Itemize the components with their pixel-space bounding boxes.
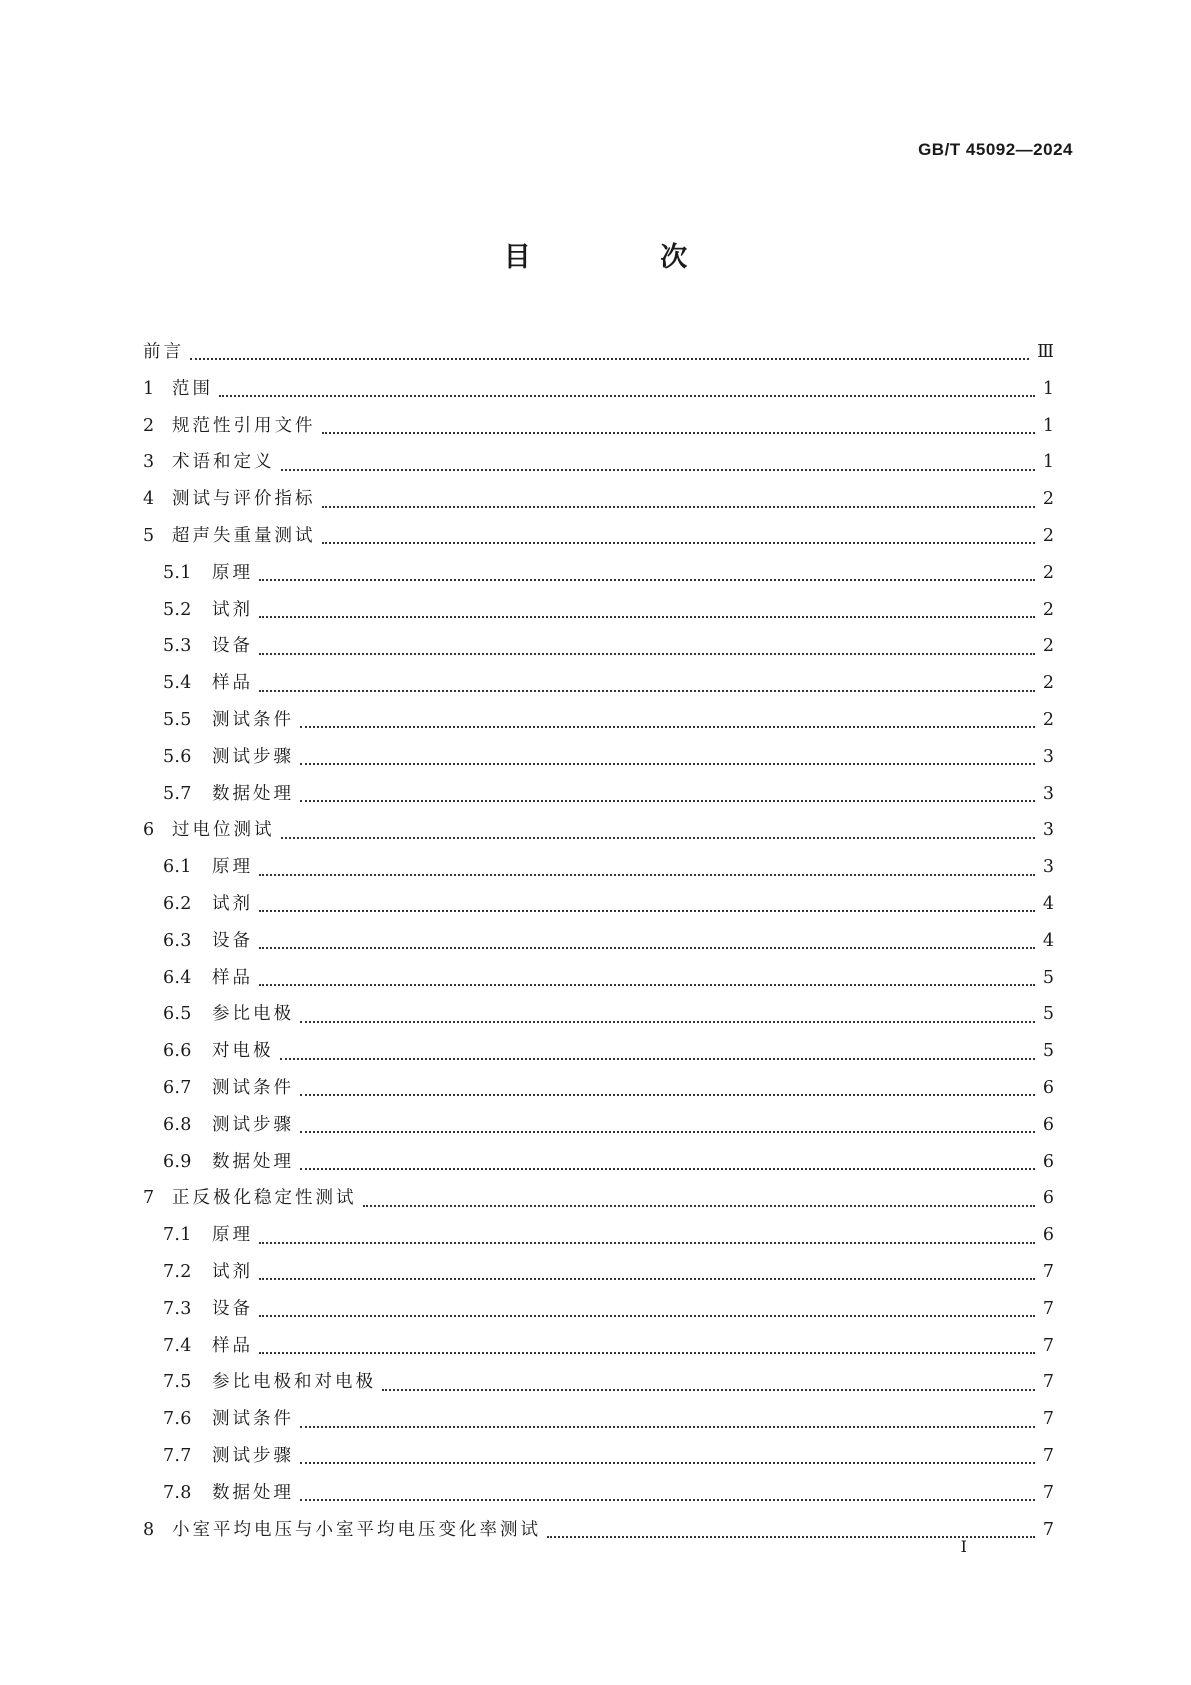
- toc-entry[interactable]: [143, 927, 1054, 964]
- toc-entry[interactable]: [143, 1479, 1054, 1516]
- dot-leader: [259, 1278, 1035, 1280]
- dot-leader: [259, 1242, 1035, 1244]
- dot-leader: [300, 1499, 1035, 1501]
- toc-entry-label: 设备: [212, 636, 253, 657]
- toc-entry-page: 3: [1042, 746, 1054, 767]
- toc-entry-number: 5: [143, 525, 155, 546]
- dot-leader: [259, 653, 1035, 655]
- toc-entry-label: 样品: [212, 967, 253, 988]
- toc-entry-label: 试剂: [212, 599, 253, 620]
- toc-entry-number: 6.8: [163, 1114, 192, 1135]
- toc-entry-page: 5: [1042, 1004, 1054, 1025]
- toc-entry-label: 测试条件: [212, 709, 294, 730]
- toc-entry-number: 7.2: [163, 1261, 192, 1282]
- toc-entry-label: 数据处理: [212, 1482, 294, 1503]
- toc-entry[interactable]: [143, 1000, 1054, 1037]
- dot-leader: [280, 1058, 1035, 1060]
- toc-entry-number: 5.3: [163, 636, 192, 657]
- toc-entry-label: 测试步骤: [212, 1114, 294, 1135]
- toc-entry-label: 范围: [172, 378, 213, 399]
- toc-entry-number: 5.1: [163, 562, 192, 583]
- toc-entry-page: 2: [1042, 709, 1054, 730]
- toc-entry-page: 4: [1042, 893, 1054, 914]
- toc-entry-label: 正反极化稳定性测试: [172, 1188, 357, 1209]
- toc-entry-page: 1: [1042, 452, 1054, 473]
- dot-leader: [259, 910, 1035, 912]
- dot-leader: [322, 542, 1035, 544]
- table-of-contents: [143, 338, 1054, 1552]
- toc-entry-number: 7.6: [163, 1409, 192, 1430]
- dot-leader: [300, 1462, 1035, 1464]
- dot-leader: [300, 1426, 1035, 1428]
- toc-entry[interactable]: [143, 1148, 1054, 1185]
- toc-entry-page: 7: [1042, 1519, 1054, 1540]
- toc-entry-label: 样品: [212, 1335, 253, 1356]
- toc-entry[interactable]: [143, 1368, 1054, 1405]
- dot-leader: [300, 1168, 1035, 1170]
- toc-entry[interactable]: [143, 890, 1054, 927]
- dot-leader: [382, 1389, 1035, 1391]
- toc-entry[interactable]: [143, 338, 1054, 375]
- toc-entry[interactable]: [143, 596, 1054, 633]
- dot-leader: [259, 579, 1035, 581]
- page-title: 目 次: [503, 242, 748, 273]
- toc-entry-page: 6: [1042, 1151, 1054, 1172]
- toc-entry-page: 6: [1042, 1077, 1054, 1098]
- toc-entry-label: 超声失重量测试: [172, 525, 316, 546]
- toc-entry-page: 2: [1042, 525, 1054, 546]
- toc-entry[interactable]: [143, 412, 1054, 449]
- toc-entry[interactable]: [143, 816, 1054, 853]
- toc-entry-label: 规范性引用文件: [172, 415, 316, 436]
- toc-entry[interactable]: [143, 375, 1054, 412]
- dot-leader: [259, 1352, 1035, 1354]
- dot-leader: [259, 984, 1035, 986]
- toc-entry-page: 6: [1042, 1225, 1054, 1246]
- toc-entry[interactable]: [143, 964, 1054, 1001]
- toc-entry-page: 3: [1042, 857, 1054, 878]
- dot-leader: [300, 1131, 1035, 1133]
- toc-entry-number: 6: [143, 820, 155, 841]
- toc-entry-number: 4: [143, 489, 155, 510]
- toc-entry[interactable]: [143, 1442, 1054, 1479]
- toc-entry-page: 7: [1042, 1372, 1054, 1393]
- toc-entry-number: 8: [143, 1519, 155, 1540]
- standard-code: GB/T 45092—2024: [918, 140, 1073, 159]
- toc-entry-page: 7: [1042, 1482, 1054, 1503]
- toc-entry-label: 测试与评价指标: [172, 489, 316, 510]
- toc-entry-label: 测试步骤: [212, 1445, 294, 1466]
- toc-entry-label: 原理: [212, 857, 253, 878]
- dot-leader: [259, 1315, 1035, 1317]
- toc-entry-page: 2: [1042, 562, 1054, 583]
- toc-entry-number: 2: [143, 415, 155, 436]
- toc-entry-label: 测试条件: [212, 1409, 294, 1430]
- toc-entry-label: 小室平均电压与小室平均电压变化率测试: [172, 1519, 541, 1540]
- toc-entry-number: 7.8: [163, 1482, 192, 1503]
- toc-entry-number: 7.1: [163, 1225, 192, 1246]
- toc-entry-number: 7.4: [163, 1335, 192, 1356]
- toc-entry-label: 试剂: [212, 1261, 253, 1282]
- toc-entry-label: 设备: [212, 930, 253, 951]
- toc-entry[interactable]: [143, 1258, 1054, 1295]
- dot-leader: [219, 395, 1035, 397]
- toc-entry[interactable]: [143, 485, 1054, 522]
- dot-leader: [190, 358, 1029, 360]
- toc-entry-page: 3: [1042, 820, 1054, 841]
- toc-entry-label: 原理: [212, 562, 253, 583]
- toc-entry-label: 参比电极: [212, 1004, 294, 1025]
- toc-entry-page: 2: [1042, 673, 1054, 694]
- toc-entry-label: 前言: [143, 342, 184, 362]
- toc-entry[interactable]: [143, 1405, 1054, 1442]
- toc-entry-label: 原理: [212, 1225, 253, 1246]
- toc-entry-label: 对电极: [212, 1041, 274, 1062]
- toc-entry[interactable]: [143, 1332, 1054, 1369]
- toc-entry-page: 1: [1042, 378, 1054, 399]
- toc-entry-label: 参比电极和对电极: [212, 1372, 376, 1393]
- dot-leader: [259, 874, 1035, 876]
- toc-entry-label: 过电位测试: [172, 820, 275, 841]
- toc-entry-page: 5: [1042, 1041, 1054, 1062]
- toc-entry-label: 样品: [212, 673, 253, 694]
- toc-entry-page: 6: [1042, 1188, 1054, 1209]
- toc-entry-page: 1: [1042, 415, 1054, 436]
- toc-entry[interactable]: [143, 706, 1054, 743]
- dot-leader: [259, 690, 1035, 692]
- toc-entry-page: 2: [1042, 636, 1054, 657]
- toc-entry-page: Ⅲ: [1037, 342, 1054, 362]
- toc-entry-page: 7: [1042, 1409, 1054, 1430]
- dot-leader: [259, 616, 1035, 618]
- toc-entry[interactable]: [143, 559, 1054, 596]
- toc-entry-label: 术语和定义: [172, 452, 275, 473]
- dot-leader: [300, 763, 1035, 765]
- toc-entry-page: 2: [1042, 489, 1054, 510]
- toc-entry-number: 5.2: [163, 599, 192, 620]
- toc-entry-number: 5.6: [163, 746, 192, 767]
- toc-entry[interactable]: [143, 1295, 1054, 1332]
- toc-entry-number: 1: [143, 378, 155, 399]
- toc-entry-number: 7.5: [163, 1372, 192, 1393]
- toc-entry-page: 5: [1042, 967, 1054, 988]
- toc-entry-number: 5.5: [163, 709, 192, 730]
- toc-entry-number: 6.4: [163, 967, 192, 988]
- toc-entry[interactable]: [143, 743, 1054, 780]
- toc-entry-label: 测试步骤: [212, 746, 294, 767]
- toc-entry-number: 6.3: [163, 930, 192, 951]
- page-number: I: [960, 1537, 967, 1556]
- dot-leader: [300, 726, 1035, 728]
- toc-entry-page: 7: [1042, 1445, 1054, 1466]
- toc-entry[interactable]: [143, 522, 1054, 559]
- toc-entry-number: 3: [143, 452, 155, 473]
- toc-entry-number: 5.4: [163, 673, 192, 694]
- toc-entry-number: 6.7: [163, 1077, 192, 1098]
- dot-leader: [322, 506, 1035, 508]
- dot-leader: [281, 469, 1035, 471]
- toc-entry-page: 3: [1042, 783, 1054, 804]
- toc-entry[interactable]: [143, 632, 1054, 669]
- toc-entry-label: 设备: [212, 1298, 253, 1319]
- dot-leader: [363, 1205, 1035, 1207]
- toc-entry[interactable]: [143, 1074, 1054, 1111]
- dot-leader: [281, 837, 1035, 839]
- toc-entry-page: 7: [1042, 1261, 1054, 1282]
- toc-entry-number: 6.5: [163, 1004, 192, 1025]
- toc-entry-number: 6.9: [163, 1151, 192, 1172]
- toc-entry[interactable]: [143, 1184, 1054, 1221]
- toc-entry[interactable]: [143, 1516, 1054, 1553]
- toc-entry-page: 4: [1042, 930, 1054, 951]
- toc-entry-label: 数据处理: [212, 783, 294, 804]
- toc-entry-page: 7: [1042, 1298, 1054, 1319]
- dot-leader: [259, 947, 1035, 949]
- dot-leader: [300, 1094, 1035, 1096]
- toc-entry-number: 7.3: [163, 1298, 192, 1319]
- toc-entry-page: 6: [1042, 1114, 1054, 1135]
- toc-entry-label: 数据处理: [212, 1151, 294, 1172]
- toc-entry[interactable]: [143, 448, 1054, 485]
- toc-entry-number: 6.1: [163, 857, 192, 878]
- toc-entry-number: 6.6: [163, 1041, 192, 1062]
- toc-entry[interactable]: [143, 1221, 1054, 1258]
- toc-entry[interactable]: [143, 853, 1054, 890]
- toc-entry[interactable]: [143, 669, 1054, 706]
- toc-entry[interactable]: [143, 1037, 1054, 1074]
- toc-entry-number: 7.7: [163, 1445, 192, 1466]
- toc-entry[interactable]: [143, 1111, 1054, 1148]
- toc-entry[interactable]: [143, 780, 1054, 817]
- toc-entry-number: 5.7: [163, 783, 192, 804]
- dot-leader: [322, 432, 1035, 434]
- dot-leader: [300, 1021, 1035, 1023]
- dot-leader: [300, 800, 1035, 802]
- toc-entry-label: 试剂: [212, 893, 253, 914]
- toc-entry-number: 6.2: [163, 893, 192, 914]
- toc-entry-page: 2: [1042, 599, 1054, 620]
- toc-entry-label: 测试条件: [212, 1077, 294, 1098]
- toc-entry-page: 7: [1042, 1335, 1054, 1356]
- toc-entry-number: 7: [143, 1188, 155, 1209]
